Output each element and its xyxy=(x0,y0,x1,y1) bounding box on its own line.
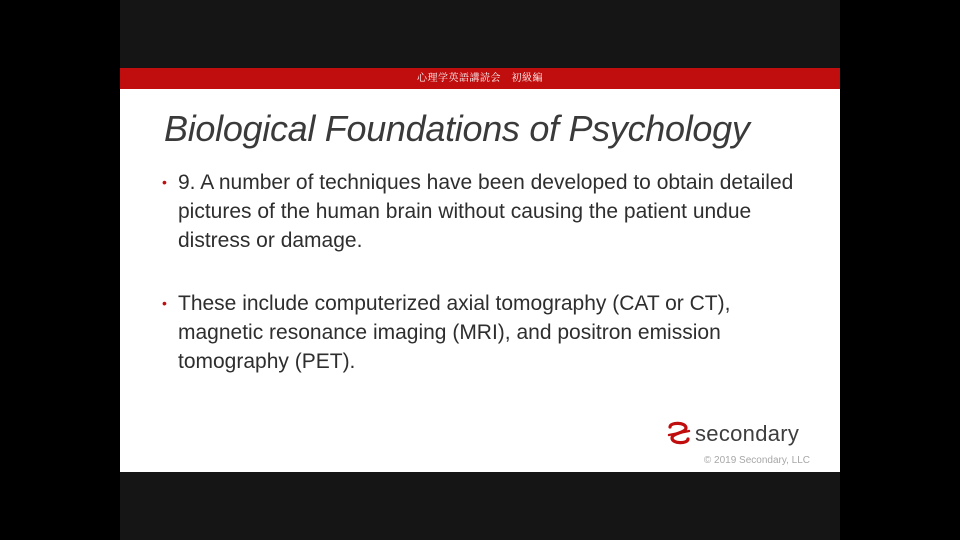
secondary-logo xyxy=(666,416,799,452)
bullet-dot-icon: • xyxy=(162,295,167,311)
bullet-list xyxy=(160,168,800,410)
secondary-logo-mark-icon xyxy=(666,420,692,448)
bullet-item xyxy=(160,289,800,376)
bullet-dot-icon: • xyxy=(162,174,167,190)
slide-header-bar: 心理学英語講読会 初級編 xyxy=(120,68,840,89)
copyright-text: © 2019 Secondary, LLC xyxy=(703,455,810,466)
slide xyxy=(120,68,840,472)
logo-text: secondary xyxy=(695,421,800,446)
bullet-text: These include computerized axial tomography (CAT or CT), magnetic resonance imaging (MRI), and positron emission tomography (PET). xyxy=(178,292,731,373)
bullet-text: 9. A number of techniques have been developed to obtain detailed pictures of the human brain without causing the patient undue distress or damage. xyxy=(178,171,794,252)
slide-title: Biological Foundations of Psychology xyxy=(164,108,750,149)
bullet-item xyxy=(160,168,800,255)
